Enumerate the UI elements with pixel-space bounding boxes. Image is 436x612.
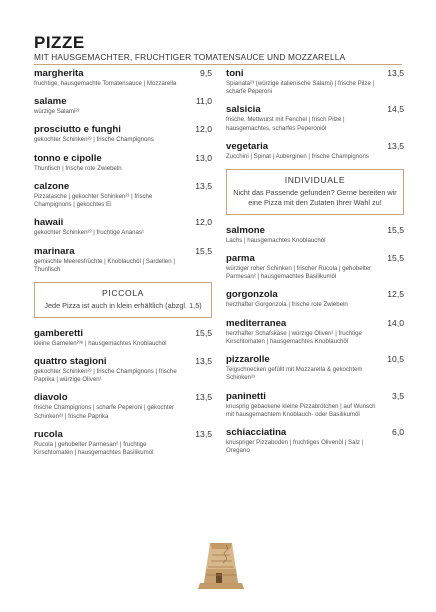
menu-item-description: Rucola | gehobelter Parmesan² | fruchtige Kirschtomaten | hausgemachtes Basilikumöl xyxy=(34,440,154,457)
left-menu-list-bottom xyxy=(34,328,212,458)
menu-item-header xyxy=(34,429,212,440)
menu-item-pizzarolle xyxy=(226,354,404,382)
individuale-text: Nicht das Passende gefunden? Gerne bereiten wir eine Pizza mit den Zutaten Ihrer Wahl zu! xyxy=(233,188,397,207)
page-subtitle: MIT HAUSGEMACHTER, FRUCHTIGER TOMATENSAUCE UND MOZZARELLA xyxy=(34,52,346,62)
menu-item-name: salmone xyxy=(226,224,265,236)
menu-item-price: 12,0 xyxy=(195,217,212,228)
menu-item-price: 13,5 xyxy=(387,140,404,151)
menu-item-name: paninetti xyxy=(226,390,266,402)
menu-item-header xyxy=(226,318,404,329)
menu-item-header xyxy=(226,391,404,402)
menu-item-header xyxy=(226,225,404,236)
menu-item-vegetaria xyxy=(226,141,404,161)
left-column xyxy=(34,68,212,465)
menu-item-header xyxy=(34,96,212,107)
menu-item-name: diavolo xyxy=(34,392,68,404)
menu-item-header xyxy=(34,68,212,79)
menu-item-description: gekochter Schinken²³ | frische Champignons | frische Paprika | würzige Oliven¹ xyxy=(34,368,177,384)
menu-item-description: Zucchini | Spinat | Auberginen | frische Champignons xyxy=(226,152,369,160)
menu-item-price: 14,5 xyxy=(387,104,404,115)
menu-item-description: gekochter Schinken²³ | fruchtige Ananas¹ xyxy=(34,229,144,237)
menu-item-name: salsicia xyxy=(226,104,261,116)
menu-item-header xyxy=(226,289,404,300)
menu-item-name: salame xyxy=(34,96,67,108)
menu-item-name: tonno e cipolle xyxy=(34,152,102,164)
page-title: PIZZE xyxy=(34,33,85,52)
menu-item-description: frische, Mettwurst mit Fenchel | frisch Pilze | hausgemachtes, scharfes Peperoniöl xyxy=(226,116,345,132)
menu-item-price: 13,5 xyxy=(387,68,404,78)
menu-item-price: 3,5 xyxy=(392,390,404,401)
menu-item-name: hawaii xyxy=(34,217,64,229)
menu-item-name: mediterranea xyxy=(226,317,287,329)
menu-item-header xyxy=(34,217,212,228)
menu-item-diavolo xyxy=(34,392,212,420)
right-column xyxy=(226,68,404,463)
menu-item-gamberetti xyxy=(34,328,212,348)
menu-item-price: 13,0 xyxy=(195,152,212,163)
piccola-title: PICCOLA xyxy=(102,287,144,298)
menu-item-description: herzhafter Gorgonzola | frische rote Zwiebeln xyxy=(226,301,348,309)
menu-item-price: 13,5 xyxy=(195,392,212,403)
menu-item-prosciutto-e-funghi xyxy=(34,124,212,144)
right-menu-list-bottom xyxy=(226,225,404,456)
menu-item-name: parma xyxy=(226,253,255,264)
menu-item-description: frische Champignons | scharfe Peperoni | gekochter Schinken²³ | frische Paprika xyxy=(34,404,175,420)
menu-item-description: gekochter Schinken²³ | frische Champignons xyxy=(34,136,154,144)
menu-item-description: knusprig gebackene kleine Pizzabrötchen | auf Wunsch mit hausgemachtem Knoblauch- oder Basilikumöl xyxy=(226,402,376,418)
menu-item-header xyxy=(34,392,212,403)
menu-item-salame xyxy=(34,96,212,116)
right-menu-list-top xyxy=(226,68,404,161)
menu-item-price: 11,0 xyxy=(195,96,212,107)
menu-item-toni xyxy=(226,68,404,96)
menu-item-quattro-stagioni xyxy=(34,356,212,384)
menu-item-name: marinara xyxy=(34,245,75,257)
piccola-text: Jede Pizza ist auch in klein erhältlich (abzgl. 1,5) xyxy=(44,300,202,310)
menu-item-description: Spianata²³ (würzige italienische Salami) | frische Pilze | scharfe Peperoni xyxy=(226,80,375,96)
menu-item-price: 10,5 xyxy=(387,354,404,365)
menu-item-price: 12,0 xyxy=(195,124,212,135)
menu-item-price: 15,5 xyxy=(195,245,212,256)
menu-item-description: herzhafter Schafskäse | würzige Oliven¹ | fruchtige Kirschtomaten | hausgemachtes Knoblauchöl xyxy=(226,329,362,345)
menu-item-marinara xyxy=(34,246,212,274)
menu-item-description: würziger roher Schinken | frischer Rucola | gehobelter Parmesan² | hausgemachtes Basilikumöl xyxy=(226,265,372,281)
menu-item-header xyxy=(226,253,404,264)
menu-item-description: Lachs | hausgemachtes Knoblauchöl xyxy=(226,236,326,244)
menu-item-header xyxy=(226,68,404,79)
menu-item-description: knuspriger Pizzaboden | fruchtiges Olivenöl | Salz | Oregano xyxy=(226,438,364,455)
menu-item-header xyxy=(34,356,212,367)
menu-item-price: 13,5 xyxy=(195,180,212,191)
menu-item-description: gemischte Meeresfrüchte | Knoblauchöl | Sardellen | Thunfisch xyxy=(34,257,175,273)
menu-item-name: quattro stagioni xyxy=(34,356,107,368)
menu-item-header xyxy=(34,124,212,135)
menu-item-description: kleine Garnelen²³⁸ | hausgemachtes Knoblauchöl xyxy=(34,339,167,347)
menu-item-rucola xyxy=(34,429,212,457)
menu-item-header xyxy=(34,181,212,192)
menu-item-parma xyxy=(226,253,404,281)
menu-item-description: Teigschnecken gefüllt mit Mozzarella & gekochtem Schinken²³ xyxy=(226,366,363,382)
header-divider xyxy=(34,64,402,65)
menu-item-name: gamberetti xyxy=(34,327,84,339)
menu-item-price: 13,5 xyxy=(195,428,212,439)
menu-item-name: margherita xyxy=(34,68,84,79)
menu-item-salsicia xyxy=(226,104,404,132)
menu-item-name: pizzarolle xyxy=(226,354,270,366)
menu-item-price: 13,5 xyxy=(195,356,212,367)
menu-item-description: Thunfisch | frische rote Zwiebeln xyxy=(34,164,122,172)
menu-item-header xyxy=(226,354,404,365)
menu-item-price: 15,5 xyxy=(387,253,404,263)
menu-item-name: vegetaria xyxy=(226,140,269,152)
menu-item-header xyxy=(34,153,212,164)
menu-item-header xyxy=(34,246,212,257)
menu-item-name: calzone xyxy=(34,180,70,192)
menu-item-price: 12,5 xyxy=(387,289,404,300)
menu-item-header xyxy=(226,104,404,115)
menu-item-price: 9,5 xyxy=(200,68,212,78)
menu-item-paninetti xyxy=(226,391,404,419)
menu-item-name: prosciutto e funghi xyxy=(34,124,121,136)
menu-item-calzone xyxy=(34,181,212,209)
menu-item-header xyxy=(34,328,212,339)
menu-item-name: gorgonzola xyxy=(226,289,278,301)
menu-item-margherita xyxy=(34,68,212,88)
menu-item-schiacciatina xyxy=(226,427,404,455)
individuale-box xyxy=(226,169,404,215)
menu-item-header xyxy=(226,141,404,152)
menu-item-price: 6,0 xyxy=(392,426,404,437)
menu-item-description: fruchtige, hausgemachte Tomatensauce | Mozzarella xyxy=(34,80,177,87)
nuraghe-tower-icon xyxy=(196,533,246,589)
menu-item-price: 15,5 xyxy=(387,224,404,235)
menu-item-tonno-e-cipolle xyxy=(34,153,212,173)
menu-item-mediterranea xyxy=(226,318,404,346)
menu-item-hawaii xyxy=(34,217,212,237)
menu-item-header xyxy=(226,427,404,438)
menu-item-description: würzige Salami²³ xyxy=(34,108,80,116)
menu-item-description: Pizzatasche | gekochter Schinken²³ | frische Champignons | gekochtes Ei xyxy=(34,192,153,209)
menu-item-gorgonzola xyxy=(226,289,404,309)
menu-item-name: schiacciatina xyxy=(226,426,287,438)
menu-item-price: 15,5 xyxy=(195,327,212,338)
menu-item-price: 14,0 xyxy=(387,317,404,328)
piccola-box xyxy=(34,282,212,318)
menu-item-salmone xyxy=(226,225,404,245)
individuale-title: INDIVIDUALE xyxy=(284,175,346,186)
menu-item-name: toni xyxy=(226,68,244,79)
menu-item-name: rucola xyxy=(34,428,63,440)
left-menu-list-top xyxy=(34,68,212,274)
